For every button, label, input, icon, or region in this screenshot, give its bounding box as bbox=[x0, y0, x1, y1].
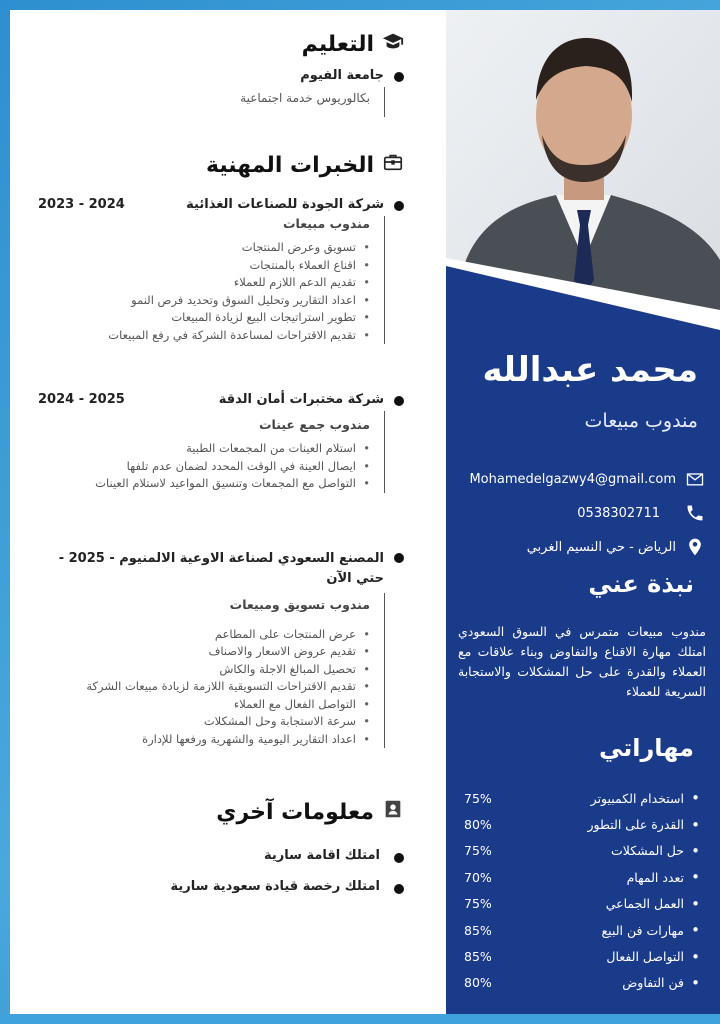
briefcase-icon bbox=[382, 151, 404, 179]
list-item: • تحصيل المبالغ الاجلة والكاش bbox=[38, 661, 370, 679]
list-item: • ايصال العينة في الوقت المحدد لضمان عدم تلفها bbox=[38, 458, 370, 476]
profile-photo bbox=[446, 10, 720, 330]
education-heading: التعليم bbox=[38, 30, 404, 58]
list-item: • التواصل الفعال مع العملاء bbox=[38, 696, 370, 714]
education-detail-block bbox=[38, 87, 385, 117]
profile-sidebar bbox=[446, 10, 720, 1014]
list-item: • تقديم الدعم اللازم للعملاء bbox=[38, 274, 370, 292]
list-item: • تقديم الاقتراحات لمساعدة الشركة في رفع المبيعات bbox=[38, 327, 370, 345]
university-name: جامعة الفيوم bbox=[300, 68, 384, 83]
phone-text: 0538302711 bbox=[577, 505, 660, 521]
list-item: • اقناع العملاء بالمنتجات bbox=[38, 257, 370, 275]
task-list bbox=[38, 239, 370, 344]
job-entry bbox=[38, 197, 404, 344]
list-item: • سرعة الاستجابة وحل المشكلات bbox=[38, 713, 370, 731]
job-entry bbox=[38, 549, 404, 749]
other-info-item: امتلك رخصة قيادة سعودية سارية bbox=[38, 879, 404, 894]
bullet-dot bbox=[394, 884, 404, 894]
other-info-item: امتلك اقامة سارية bbox=[38, 848, 404, 863]
skill-item: • تعدد المهام 70% bbox=[464, 864, 700, 890]
skill-item: • استخدام الكمبيوتر 75% bbox=[464, 785, 700, 811]
job-years: 2023 - 2024 bbox=[38, 197, 125, 212]
email-row[interactable] bbox=[456, 468, 706, 490]
skills-list bbox=[464, 785, 700, 996]
page-frame-bottom bbox=[0, 1014, 720, 1024]
skill-item: • مهارات فن البيع 85% bbox=[464, 917, 700, 943]
bullet-dot bbox=[394, 72, 404, 82]
task-list bbox=[38, 626, 370, 749]
mail-icon bbox=[684, 468, 706, 490]
degree-text: بكالوريوس خدمة اجتماعية bbox=[240, 91, 370, 105]
job-years: 2024 - 2025 bbox=[38, 392, 125, 407]
list-item: • تقديم عروض الاسعار والاصناف bbox=[38, 643, 370, 661]
contact-info bbox=[456, 468, 706, 570]
list-item: • تقديم الاقتراحات التسويقية اللازمة لزيادة مبيعات الشركة bbox=[38, 678, 370, 696]
skill-item: • التواصل الفعال 85% bbox=[464, 943, 700, 969]
bullet-dot bbox=[394, 201, 404, 211]
list-item: • عرض المنتجات على المطاعم bbox=[38, 626, 370, 644]
address-row bbox=[456, 536, 706, 558]
phone-row[interactable] bbox=[456, 502, 706, 524]
bullet-dot bbox=[394, 396, 404, 406]
bullet-dot bbox=[394, 853, 404, 863]
main-column bbox=[10, 10, 446, 1014]
company-name: شركة مختبرات أمان الدقة bbox=[218, 392, 384, 407]
job-entry bbox=[38, 392, 404, 493]
skill-item: • العمل الجماعي 75% bbox=[464, 891, 700, 917]
graduation-cap-icon bbox=[382, 30, 404, 58]
skill-item: • حل المشكلات 75% bbox=[464, 838, 700, 864]
education-entry bbox=[38, 68, 404, 83]
list-item: • تسويق وعرض المنتجات bbox=[38, 239, 370, 257]
experience-heading: الخبرات المهنية bbox=[38, 151, 404, 179]
company-name: شركة الجودة للصناعات الغذائية bbox=[186, 197, 384, 212]
other-info-heading: معلومات آخري bbox=[38, 798, 404, 826]
list-item: • استلام العينات من المجمعات الطبية bbox=[38, 440, 370, 458]
person-job-title: مندوب مبيعات bbox=[584, 410, 698, 432]
about-heading: نبذة عني bbox=[588, 570, 694, 598]
bullet-dot bbox=[394, 553, 404, 563]
task-list bbox=[38, 440, 370, 493]
skill-item: • القدرة على التطور 80% bbox=[464, 811, 700, 837]
address-text: الرياض - حي النسيم الغربي bbox=[526, 539, 676, 555]
about-text: مندوب مبيعات متمرس في السوق السعودي امتلك مهارة الاقناع والتفاوض وبناء علاقات مع العملاء والقدرة على حل المشكلات والاستجابة السريعة للعملاء bbox=[458, 624, 706, 699]
skills-heading: مهاراتي bbox=[598, 734, 694, 762]
person-name: محمد عبدالله bbox=[482, 350, 698, 390]
email-text: Mohamedelgazwy4@gmail.com bbox=[469, 471, 676, 487]
id-card-icon bbox=[382, 798, 404, 826]
skill-item: • فن التفاوض 80% bbox=[464, 970, 700, 996]
list-item: • التواصل مع المجمعات وتنسيق المواعيد لاستلام العينات bbox=[38, 475, 370, 493]
list-item: • اعداد التقارير وتحليل السوق وتحديد فرص النمو bbox=[38, 292, 370, 310]
location-pin-icon bbox=[684, 536, 706, 558]
list-item: • اعداد التقارير اليومية والشهرية ورفعها للإدارة bbox=[38, 731, 370, 749]
job-role: مندوب مبيعات bbox=[283, 216, 370, 231]
phone-icon bbox=[684, 502, 706, 524]
job-role: مندوب تسويق ومبيعات bbox=[229, 596, 370, 612]
list-item: • تطوير استراتيجات البيع لزيادة المبيعات bbox=[38, 309, 370, 327]
company-name: المصنع السعودي لصناعة الاوعية الالمنيوم - 2025 - حتي الآن bbox=[58, 550, 384, 586]
job-role: مندوب جمع عينات bbox=[258, 417, 370, 432]
